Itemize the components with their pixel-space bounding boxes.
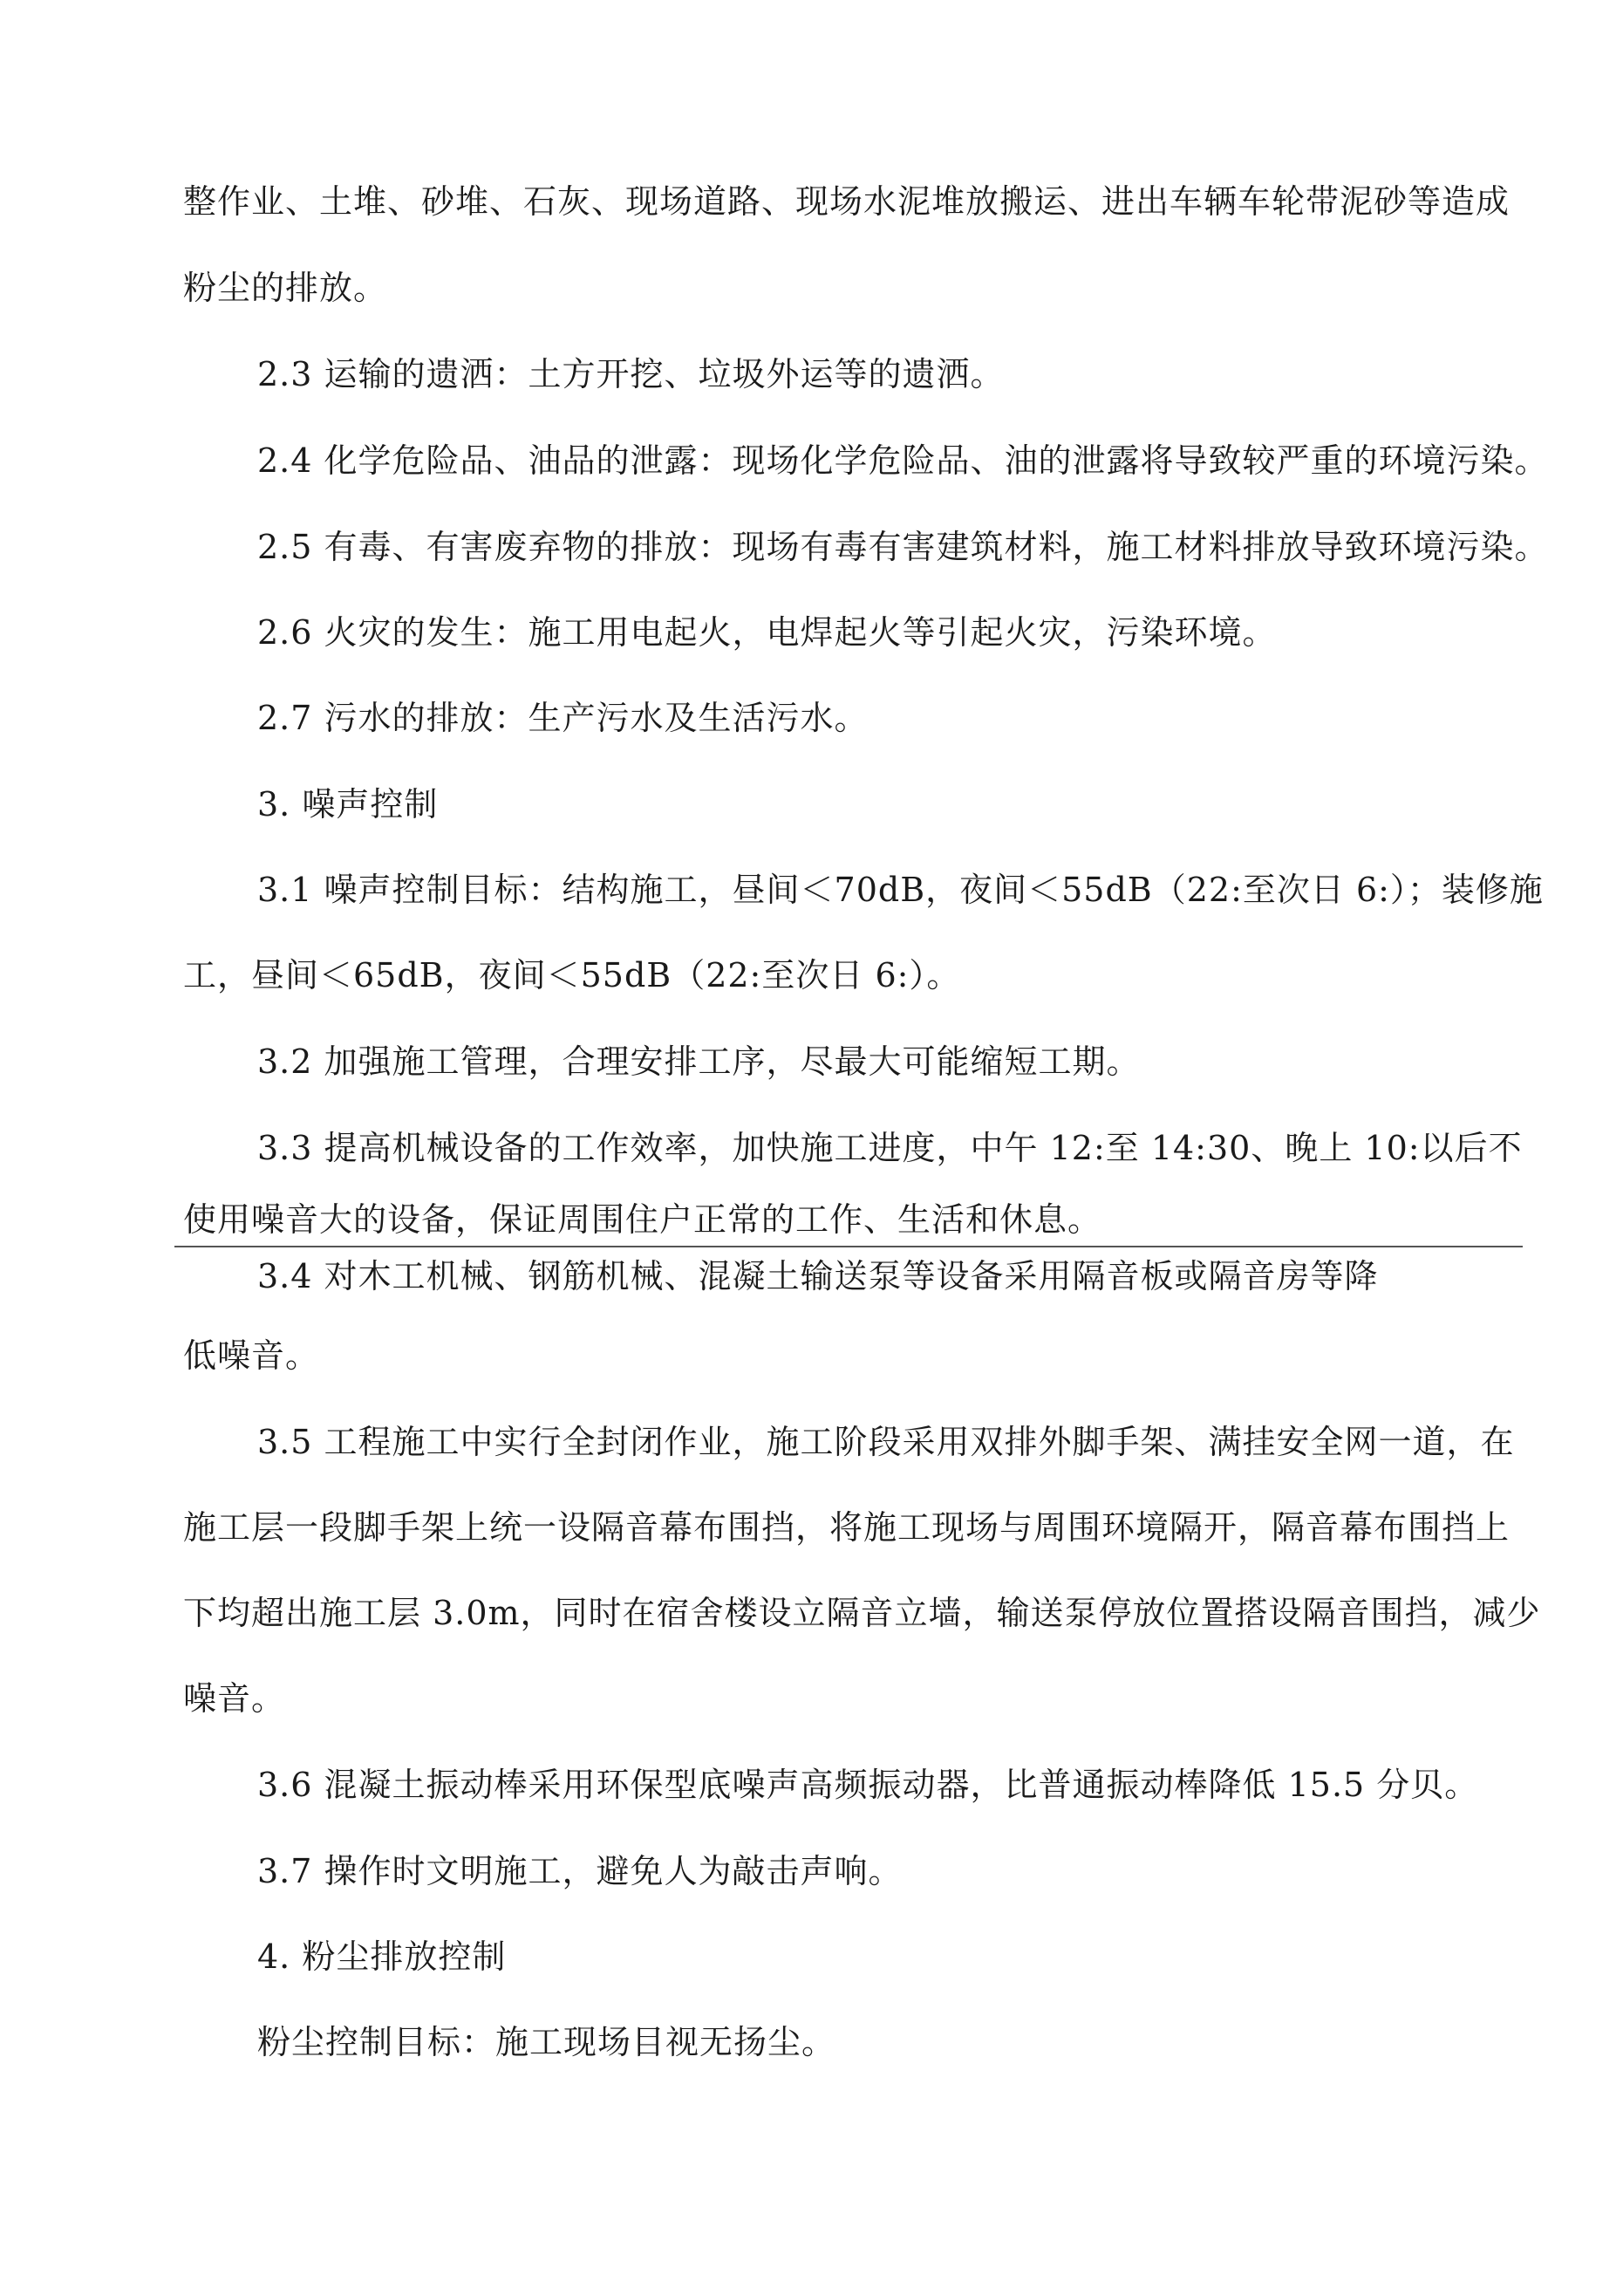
paragraph-line: 3.3 提高机械设备的工作效率，加快施工进度，中午 12:至 14:30、晚上 10:以后不	[257, 1129, 1523, 1167]
paragraph-line: 3.4 对木工机械、钢筋机械、混凝土输送泵等设备采用隔音板或隔音房等降	[257, 1257, 1379, 1295]
paragraph-line: 噪音。	[183, 1679, 286, 1718]
paragraph-line: 3.1 噪声控制目标：结构施工，昼间＜70dB，夜间＜55dB（22:至次日 6:）；装修施	[257, 871, 1544, 909]
horizontal-rule	[174, 1246, 1523, 1247]
paragraph-line: 2.7 污水的排放：生产污水及生活污水。	[257, 699, 869, 737]
section-heading: 3. 噪声控制	[257, 785, 439, 823]
paragraph-line: 低噪音。	[183, 1336, 320, 1375]
paragraph-line: 3.7 操作时文明施工，避免人为敲击声响。	[257, 1852, 903, 1890]
paragraph-line: 2.4 化学危险品、油品的泄露：现场化学危险品、油的泄露将导致较严重的环境污染。	[257, 441, 1549, 480]
paragraph-line: 3.2 加强施工管理，合理安排工序，尽最大可能缩短工期。	[257, 1042, 1141, 1081]
section-heading: 4. 粉尘排放控制	[257, 1937, 507, 1976]
paragraph-line: 3.5 工程施工中实行全封闭作业，施工阶段采用双排外脚手架、满挂安全网一道，在	[257, 1423, 1515, 1461]
paragraph-line: 2.6 火灾的发生：施工用电起火，电焊起火等引起火灾，污染环境。	[257, 613, 1277, 652]
paragraph-line: 粉尘控制目标：施工现场目视无扬尘。	[257, 2023, 836, 2061]
paragraph-line: 施工层一段脚手架上统一设隔音幕布围挡，将施工现场与周围环境隔开，隔音幕布围挡上	[183, 1508, 1510, 1547]
paragraph-line: 下均超出施工层 3.0m，同时在宿舍楼设立隔音立墙，输送泵停放位置搭设隔音围挡，减少	[183, 1594, 1541, 1632]
paragraph-line: 3.6 混凝土振动棒采用环保型底噪声高频振动器，比普通振动棒降低 15.5 分贝。	[257, 1766, 1479, 1804]
paragraph-line: 工，昼间＜65dB，夜间＜55dB（22:至次日 6:）。	[183, 956, 961, 994]
paragraph-line: 整作业、土堆、砂堆、石灰、现场道路、现场水泥堆放搬运、进出车辆车轮带泥砂等造成	[183, 182, 1510, 221]
paragraph-line: 2.5 有毒、有害废弃物的排放：现场有毒有害建筑材料，施工材料排放导致环境污染。	[257, 528, 1549, 566]
paragraph-line: 粉尘的排放。	[183, 269, 388, 307]
paragraph-line: 2.3 运输的遗洒：土方开挖、垃圾外运等的遗洒。	[257, 355, 1005, 393]
paragraph-line: 使用噪音大的设备，保证周围住户正常的工作、生活和休息。	[183, 1200, 1102, 1239]
